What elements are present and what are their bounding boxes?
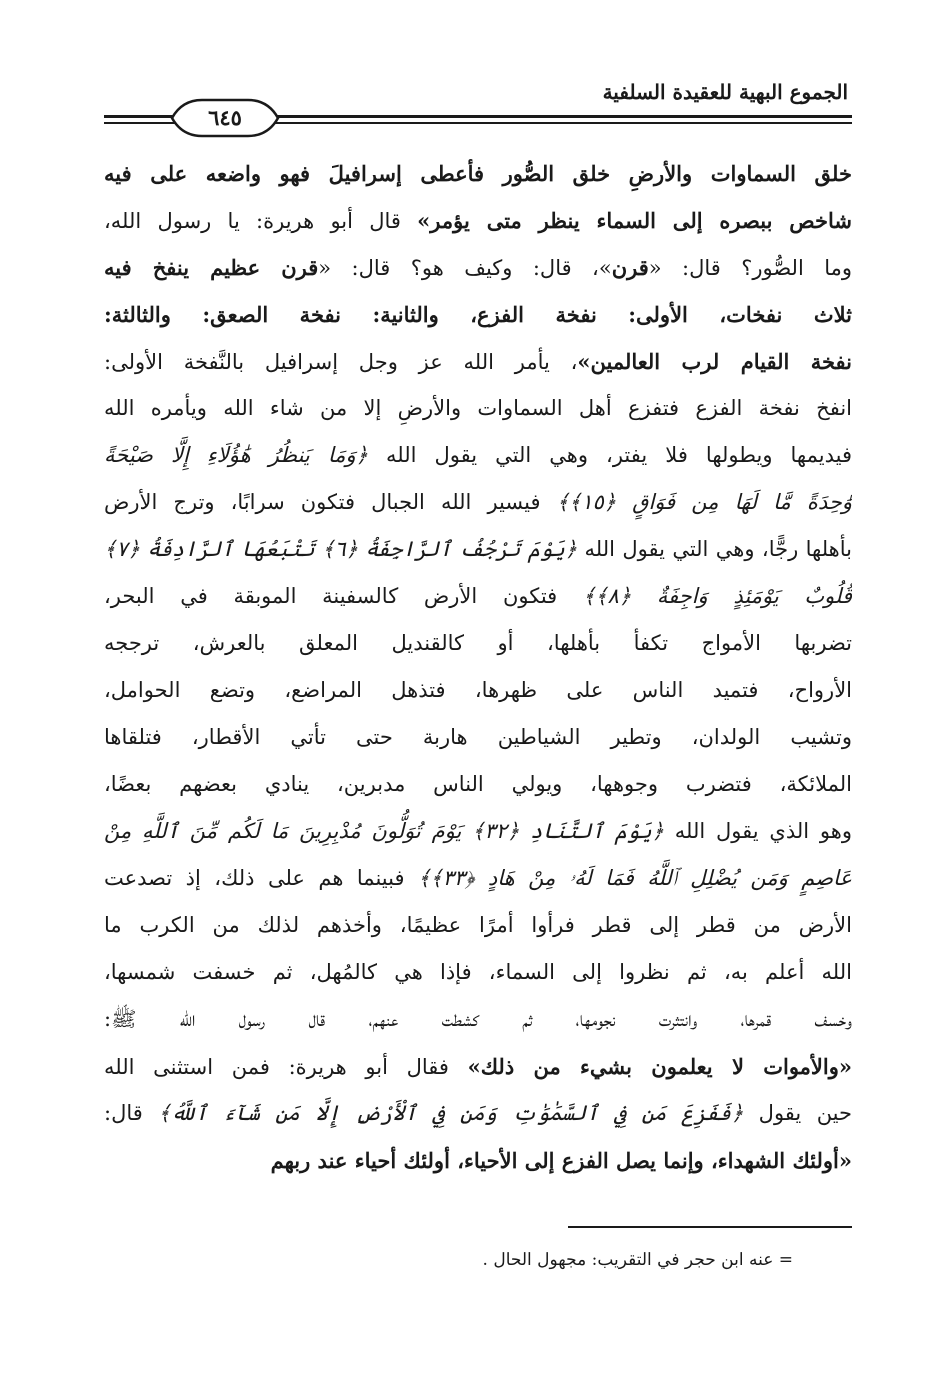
text-line [104,338,852,385]
quran-verse: قُلُوبٌ يَوْمَئِذٍ وَاجِفَةٌ ﴿٨﴾﴾ [582,584,852,608]
text-line [104,150,852,197]
body-text-segment: الله أعلم به، ثم نظروا إلى السماء، فإذا هي كالمُهل، ثم خسفت شمسها، [104,960,852,984]
hadith-text: «والأموات لا يعلمون بشيء من ذلك» [467,1054,852,1079]
text-line [104,714,852,761]
body-text-segment: ، يأمر الله عز وجل إسرافيل بالنَّفخة الأولى: [104,350,578,374]
text-line [104,432,852,479]
text-line [104,291,852,338]
text-line [104,1137,852,1184]
body-text-segment: انفخ نفخة الفزع فتفزع أهل السماوات والأرضِ إلا من شاء الله ويأمره الله [104,396,852,420]
footnote-separator [568,1226,852,1228]
body-text-segment: وما الصُّور؟ قال: « [648,256,852,280]
text-line [104,808,852,855]
text-line [104,949,852,996]
text-line [104,385,852,432]
quran-verse: عَاصِمٍ وَمَن يُضْلِلِ ٱللَّهُ فَمَا لَهُۥ مِنْ هَادٍ ﴿٣٣﴾﴾ [417,866,852,890]
body-text-segment: وهو الذي يقول الله [663,819,852,843]
quran-verse: ﴿فَفَزِعَ مَن فِي ٱلسَّمَٰوَٰتِ وَمَن فِي ٱلْأَرْضِ إِلَّا مَن شَآءَ ٱللَّهُ﴾ [158,1101,744,1125]
hadith-text: قرن [611,255,649,280]
body-text-segment: »، قال: وكيف هو؟ قال: « [318,256,612,280]
text-line [104,244,852,291]
text-line [104,197,852,244]
body-text-segment: فيديمها ويطولها فلا يفتر، وهي التي يقول الله [367,443,852,467]
hadith-text: «أولئك الشهداء، وإنما يصل الفزع إلى الأحياء، أولئك أحياء عند ربهم [270,1148,852,1173]
body-text-segment: قال: [104,1101,159,1125]
quran-verse: وَٰحِدَةً مَّا لَهَا مِن فَوَاقٍ ﴿١٥﴾﴾ [556,490,852,514]
text-line [104,573,852,620]
main-text [104,150,852,1184]
body-text-segment: فبينما هم على ذلك، إذ تصدعت [104,866,418,890]
quran-verse: ﴿يَوْمَ ٱلتَّنَادِ ﴿٣٢﴾ يَوْمَ تُوَلُّونَ مُدْبِرِينَ مَا لَكُم مِّنَ ٱللَّهِ مِنْ [104,819,664,843]
text-line [104,1043,852,1090]
body-text-segment: بأهلها رجًّا، وهي التي يقول الله [577,537,852,561]
text-line [104,761,852,808]
footnote: = عنه ابن حجر في التقريب: مجهول الحال . [482,1250,793,1270]
text-line [104,1090,852,1137]
book-title: الجموع البهية للعقيدة السلفية [602,80,848,104]
body-text-segment: الملائكة، فتضرب وجوهها، ويولي الناس مدبرين، ينادي بعضهم بعضًا، [104,772,852,796]
text-line [104,526,852,573]
body-text-segment: تضربها الأمواج تكفأ بأهلها، أو كالقنديل المعلق بالعرش، ترججه [104,631,852,655]
hadith-text: نفخة القيام لرب العالمين» [577,349,852,374]
body-text-segment: فيسير الله الجبال فتكون سرابًا، وترج الأرض [104,490,557,514]
quran-verse: ﴿يَوْمَ تَرْجُفُ ٱلرَّاجِفَةُ ﴿٦﴾ تَتْبَعُهَا ٱلرَّادِفَةُ ﴿٧﴾ [104,537,578,561]
body-text-segment: حين يقول [743,1101,852,1125]
body-text-segment: فقال أبو هريرة: فمن استثنى الله [104,1055,468,1079]
hadith-text: شاخص ببصره إلى السماء ينظر متى يؤمر» [417,208,852,233]
quran-verse: ﴿وَمَا يَنظُرُ هَٰؤُلَاءِ إِلَّا صَيْحَةً [104,443,368,467]
hadith-text: قرن عظيم ينفخ فيه [104,255,319,280]
body-text-segment: وتشيب الولدان، وتطير الشياطين هاربة حتى تأتي الأقطار، فتلقاها [104,725,852,749]
body-text-segment: فتكون الأرض كالسفينة الموبقة في البحر، [104,584,583,608]
body-text-segment: قال أبو هريرة: يا رسول الله، [104,209,418,233]
text-line [104,667,852,714]
body-text-segment: الأرض من قطر إلى قطر فرأوا أمرًا عظيمًا، وأخذهم لذلك من الكرب ما [104,913,852,937]
page-number: ٦٤٥ [208,105,242,130]
body-text-segment: الأرواح، فتميد الناس على ظهرها، فتذهل المراضع، وتضع الحوامل، [104,678,852,702]
hadith-text: ثلاث نفخات، الأولى: نفخة الفزع، والثانية: نفخة الصعق: والثالثة: [104,302,852,327]
hadith-text: خلق السماوات والأرضِ خلق الصُّور فأعطى إسرافيلَ فهو واضعه على فيه [104,161,852,186]
text-line [104,479,852,526]
text-line [104,996,852,1043]
page-header [104,66,852,136]
text-line [104,902,852,949]
text-line [104,620,852,667]
page-number-frame [160,96,290,140]
text-line [104,855,852,902]
body-text-segment: وخسف قمرها، وانتثرت نجومها، ثم كشطت عنهم، قال رسول الله ﷺ: [104,1007,852,1031]
